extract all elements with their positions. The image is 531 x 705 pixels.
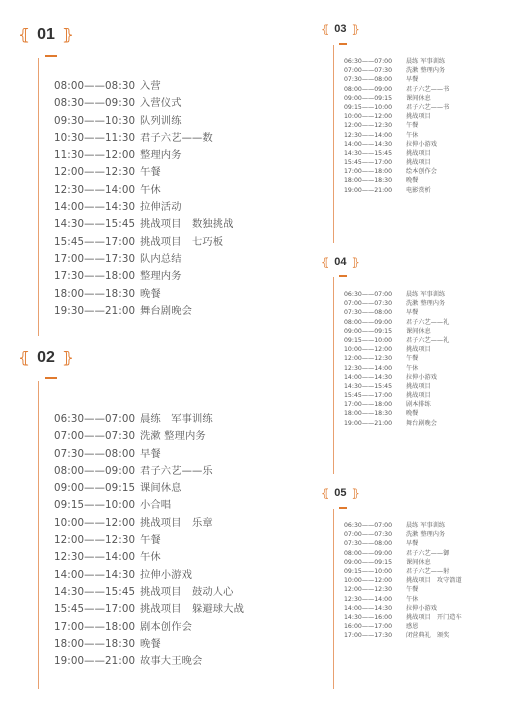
schedule-row [54,480,244,497]
time-range: 17:00——17:30 [344,632,393,640]
schedule-row [344,576,462,585]
schedule-row [344,186,449,195]
activity-label: 队内总结 [140,252,182,265]
time-range: 17:00——17:30 [54,252,136,265]
activity-label: 剧本排练 [406,401,431,409]
activity-label: 挑战项目 [406,149,431,157]
time-range: 07:00——07:30 [344,300,393,308]
activity-label: 晨练 军事训练 [406,522,446,529]
timeline-line [38,58,39,336]
schedule-row [54,268,234,285]
activity-label: 君子六艺——射 [406,567,450,575]
activity-label: 队列训练 [140,114,182,127]
time-range: 12:00——12:30 [54,534,136,547]
activity-label: 君子六艺——礼 [406,336,450,344]
day-01-header [18,26,74,44]
schedule-row [54,78,234,95]
time-range: 07:30——08:00 [344,76,393,84]
activity-label: 午休 [406,595,419,603]
schedule-row [344,140,449,149]
schedule-row [344,176,449,185]
day-number: 02 [37,349,55,366]
schedule-row [344,75,449,84]
time-range: 10:00——12:00 [54,516,136,529]
activity-label: 午餐 [406,355,419,363]
time-range: 12:30——14:00 [344,595,393,603]
activity-label: 午餐 [140,166,161,179]
schedule-row [54,549,244,566]
activity-label: 晨练 军事训练 [406,291,446,298]
schedule-row [344,354,449,363]
time-range: 08:00——09:00 [344,85,393,93]
timeline-line [38,381,39,689]
activity-label: 晨练 军事训练 [406,58,446,65]
activity-label: 晨练 军事训练 [140,413,213,425]
day-number: 04 [334,256,347,268]
activity-label: 感恩 [406,623,419,631]
schedule-list [344,521,462,640]
schedule-row [344,57,449,66]
schedule-row [344,604,462,613]
laurel-right-icon: ⦄ [61,25,74,44]
schedule-row [344,364,449,373]
time-range: 11:30——12:00 [54,149,136,162]
schedule-row [54,497,244,514]
time-range: 12:30——14:00 [54,551,136,564]
laurel-right-icon: ⦄ [61,348,74,367]
schedule-row [54,147,234,164]
time-range: 09:15——10:00 [344,336,393,344]
time-range: 10:00——12:00 [344,346,393,354]
laurel-right-icon: ⦄ [351,255,360,269]
activity-label: 挑战项目 数独挑战 [140,218,234,231]
schedule-row [54,251,234,268]
activity-label: 挑战项目 七巧板 [140,235,224,248]
schedule-row [54,113,234,130]
activity-label: 整理内务 [140,270,182,283]
schedule-row [344,382,449,391]
time-range: 16:00——17:00 [344,623,393,631]
activity-label: 挑战项目 [406,392,431,400]
activity-label: 拉伸小游戏 [140,568,192,581]
time-range: 14:00——14:30 [54,201,136,214]
activity-label: 晚餐 [406,410,419,418]
activity-label: 晚餐 [406,177,419,185]
schedule-list [344,290,449,428]
activity-label: 挑战项目 攻守箭道 [406,577,462,585]
time-range: 14:30——15:45 [344,382,393,390]
time-range: 06:30——07:00 [54,413,136,425]
schedule-row [344,167,449,176]
time-range: 08:30——09:30 [54,97,136,110]
schedule-row [344,318,449,327]
schedule-row [54,234,234,251]
activity-label: 挑战项目 [406,382,431,390]
schedule-row [54,532,244,549]
activity-label: 午餐 [406,122,419,130]
schedule-row [344,112,449,121]
schedule-row [54,446,244,463]
laurel-right-icon: ⦄ [351,486,360,500]
activity-label: 晚餐 [140,287,161,300]
activity-label: 君子六艺——书 [406,103,450,111]
schedule-row [54,601,244,618]
time-range: 14:00——14:30 [54,568,136,581]
schedule-row [54,303,234,320]
schedule-row [344,299,449,308]
schedule-row [344,622,462,631]
schedule-row [344,631,462,640]
day-03-header [321,23,360,35]
schedule-row [344,613,462,622]
time-range: 07:30——08:00 [54,447,136,460]
time-range: 18:00——18:30 [344,177,393,185]
time-range: 17:00——18:00 [54,620,136,633]
activity-label: 闭营典礼 颁奖 [406,632,450,640]
schedule-row [344,290,449,299]
schedule-row [344,149,449,158]
activity-label: 拉伸小游戏 [406,140,437,148]
time-range: 14:30——15:45 [54,585,136,598]
activity-label: 早餐 [406,76,419,84]
schedule-list [344,57,449,195]
schedule-row [54,199,234,216]
time-range: 07:00——07:30 [344,67,393,75]
schedule-row [54,567,244,584]
time-range: 17:00——18:00 [344,168,393,176]
schedule-row [344,103,449,112]
time-range: 06:30——07:00 [344,522,393,529]
laurel-left-icon: ⦃ [18,348,31,367]
activity-label: 拉伸活动 [140,201,182,214]
activity-label: 洗漱 整理内务 [406,300,446,308]
activity-label: 电影赏析 [406,186,431,194]
schedule-row [344,530,462,539]
time-range: 14:30——15:45 [54,218,136,231]
schedule-list [54,78,234,320]
time-range: 14:00——14:30 [344,140,393,148]
activity-label: 挑战项目 鼓动人心 [140,585,234,598]
time-range: 10:30——11:30 [54,131,136,144]
schedule-row [344,521,462,530]
schedule-row [54,286,234,303]
time-range: 09:00——09:15 [344,94,393,102]
time-range: 12:00——12:30 [54,166,136,179]
time-range: 17:30——18:00 [54,270,136,283]
schedule-row [344,595,462,604]
activity-label: 君子六艺——乐 [140,464,213,477]
activity-label: 拉伸小游戏 [406,604,437,612]
activity-label: 君子六艺——数 [140,131,213,144]
time-range: 07:00——07:30 [344,531,393,539]
schedule-row [54,584,244,601]
activity-label: 早餐 [406,540,419,548]
time-range: 12:30——14:00 [344,131,393,139]
timeline-line [333,45,334,243]
schedule-row [344,409,449,418]
schedule-row [344,549,462,558]
activity-label: 舞台剧晚会 [140,304,192,317]
schedule-row [344,539,462,548]
day-number: 01 [37,26,55,43]
activity-label: 洗漱 整理内务 [406,67,446,75]
time-range: 08:00——09:00 [344,549,393,557]
time-range: 19:00——21:00 [54,655,136,668]
activity-label: 剧本创作会 [140,620,192,633]
schedule-row [344,391,449,400]
activity-label: 午休 [406,131,419,139]
schedule-row [54,653,244,670]
activity-label: 洗漱 整理内务 [140,430,206,443]
activity-label: 入营仪式 [140,97,182,110]
laurel-left-icon: ⦃ [18,25,31,44]
activity-label: 午休 [140,183,161,196]
time-range: 07:30——08:00 [344,309,393,317]
schedule-row [54,619,244,636]
activity-label: 午餐 [406,586,419,594]
schedule-row [54,130,234,147]
day-02-header [18,349,74,367]
schedule-row [54,515,244,532]
schedule-row [344,585,462,594]
activity-label: 课间休息 [406,327,431,335]
schedule-row [344,158,449,167]
timeline-line [333,277,334,474]
activity-label: 君子六艺——礼 [406,318,450,326]
activity-label: 午休 [140,551,161,564]
header-dash [339,275,347,277]
time-range: 12:30——14:00 [54,183,136,196]
time-range: 09:00——09:15 [344,558,393,566]
activity-label: 午餐 [140,534,161,547]
activity-label: 挑战项目 [406,346,431,354]
time-range: 14:30——16:00 [344,613,393,621]
time-range: 18:00——18:30 [54,637,136,650]
laurel-left-icon: ⦃ [321,22,330,36]
time-range: 09:15——10:00 [344,567,393,575]
activity-label: 午休 [406,364,419,372]
activity-label: 挑战项目 躲避球大战 [140,603,244,616]
day-number: 05 [334,487,347,499]
time-range: 14:00——14:30 [344,604,393,612]
schedule-row [54,216,234,233]
schedule-row [344,419,449,428]
schedule-row [54,428,244,445]
time-range: 08:00——08:30 [54,80,136,92]
activity-label: 君子六艺——御 [406,549,450,557]
time-range: 15:45——17:00 [344,392,393,400]
activity-label: 早餐 [406,309,419,317]
activity-label: 洗漱 整理内务 [406,531,446,539]
time-range: 07:30——08:00 [344,540,393,548]
activity-label: 晚餐 [140,637,161,650]
time-range: 09:00——09:15 [344,327,393,335]
timeline-line [333,509,334,689]
time-range: 10:00——12:00 [344,577,393,585]
activity-label: 课间休息 [140,482,182,495]
schedule-row [344,400,449,409]
schedule-row [54,182,234,199]
activity-label: 入营 [140,80,161,92]
schedule-row [54,95,234,112]
schedule-row [344,131,449,140]
header-dash [339,43,347,45]
activity-label: 挑战项目 [406,113,431,121]
schedule-row [54,164,234,181]
header-dash [339,507,347,509]
day-04-header [321,256,360,268]
time-range: 19:30——21:00 [54,304,136,317]
schedule-row [344,308,449,317]
schedule-row [344,85,449,94]
activity-label: 课间休息 [406,94,431,102]
time-range: 12:00——12:30 [344,355,393,363]
activity-label: 挑战项目 开门造车 [406,613,462,621]
header-dash [45,377,57,379]
time-range: 06:30——07:00 [344,291,393,298]
day-05-header [321,487,360,499]
time-range: 15:45——17:00 [54,235,136,248]
schedule-row [344,336,449,345]
activity-label: 故事大王晚会 [140,655,203,668]
schedule-row [344,345,449,354]
time-range: 12:30——14:00 [344,364,393,372]
time-range: 09:00——09:15 [54,482,136,495]
laurel-right-icon: ⦄ [351,22,360,36]
activity-label: 舞台剧晚会 [406,419,437,427]
time-range: 06:30——07:00 [344,58,393,65]
schedule-row [344,373,449,382]
time-range: 17:00——18:00 [344,401,393,409]
activity-label: 早餐 [140,447,161,460]
activity-label: 挑战项目 [406,159,431,167]
schedule-row [344,121,449,130]
activity-label: 整理内务 [140,149,182,162]
laurel-left-icon: ⦃ [321,255,330,269]
activity-label: 君子六艺——书 [406,85,450,93]
time-range: 12:00——12:30 [344,122,393,130]
time-range: 19:00——21:00 [344,419,393,427]
schedule-row [344,567,462,576]
laurel-left-icon: ⦃ [321,486,330,500]
time-range: 15:45——17:00 [54,603,136,616]
schedule-row [344,94,449,103]
time-range: 12:00——12:30 [344,586,393,594]
time-range: 18:00——18:30 [344,410,393,418]
schedule-row [54,463,244,480]
header-dash [45,55,57,57]
time-range: 08:00——09:00 [54,464,136,477]
schedule-row [54,411,244,428]
activity-label: 挑战项目 乐章 [140,516,213,529]
time-range: 14:30——15:45 [344,149,393,157]
time-range: 15:45——17:00 [344,159,393,167]
activity-label: 课间休息 [406,558,431,566]
time-range: 18:00——18:30 [54,287,136,300]
time-range: 10:00——12:00 [344,113,393,121]
schedule-list [54,411,244,670]
schedule-row [344,558,462,567]
time-range: 19:00——21:00 [344,186,393,194]
time-range: 09:15——10:00 [54,499,136,512]
activity-label: 小合唱 [140,499,172,512]
time-range: 14:00——14:30 [344,373,393,381]
activity-label: 拉伸小游戏 [406,373,437,381]
time-range: 08:00——09:00 [344,318,393,326]
day-number: 03 [334,23,347,35]
schedule-row [344,327,449,336]
activity-label: 绘本创作会 [406,168,437,176]
time-range: 09:30——10:30 [54,114,136,127]
time-range: 07:00——07:30 [54,430,136,443]
schedule-row [344,66,449,75]
time-range: 09:15——10:00 [344,103,393,111]
schedule-row [54,636,244,653]
